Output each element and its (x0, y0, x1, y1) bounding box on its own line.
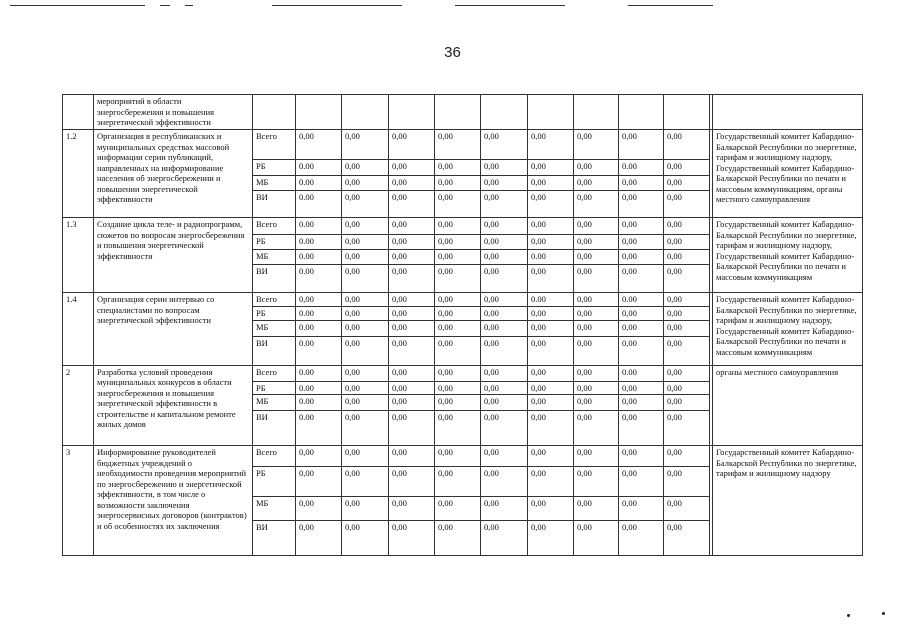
value-cell: 0,00 (389, 235, 435, 250)
value-cell: 0.00 (296, 235, 342, 250)
value-cell: 0,00 (528, 176, 574, 191)
value-cell: 0,00 (296, 467, 342, 497)
value-cell: 0,00 (389, 467, 435, 497)
value-cell: 0,00 (342, 235, 389, 250)
source-label: ВИ (253, 521, 296, 556)
value-cell: 0.00 (296, 411, 342, 446)
value-cell: 0,00 (664, 306, 710, 320)
source-label: Всего (253, 218, 296, 235)
value-cell: 0,00 (389, 411, 435, 446)
value-cell: 0,00 (619, 395, 664, 411)
value-cell: 0,00 (528, 381, 574, 395)
value-cell: 0,00 (296, 521, 342, 556)
value-cell: 0,00 (296, 293, 342, 307)
value-cell: 0,00 (389, 381, 435, 395)
continuation-row (63, 95, 863, 130)
row-number-cell (63, 95, 94, 130)
source-label: ВИ (253, 191, 296, 218)
value-cell: 0,00 (435, 160, 481, 176)
value-cell: 0,00 (528, 446, 574, 467)
value-cell: 0,00 (528, 160, 574, 176)
empty-cell (296, 95, 342, 130)
value-cell: 0,00 (342, 160, 389, 176)
value-cell: 0,00 (619, 521, 664, 556)
value-cell: 0,00 (481, 381, 528, 395)
value-cell: 0,00 (528, 265, 574, 293)
responsible-note: Государственный комитет Кабардино-Балкарской Республики по энергетике, тарифам и жилищному надзору, Государственный комитет Кабардино-Балкарской Республики по печати и массовым коммуникациям (713, 293, 863, 366)
value-cell: 0,00 (619, 446, 664, 467)
value-cell: 0,00 (619, 235, 664, 250)
source-label: Всего (253, 130, 296, 160)
value-cell: 0,00 (664, 160, 710, 176)
value-cell: 0,00 (574, 381, 619, 395)
value-cell: 0,00 (528, 365, 574, 381)
row-number: 3 (63, 446, 94, 556)
value-cell: 0,00 (389, 320, 435, 336)
value-cell: 0,00 (574, 293, 619, 307)
value-cell: 0,00 (389, 497, 435, 521)
scan-edge-line (272, 5, 402, 6)
value-cell: 0.00 (296, 160, 342, 176)
value-cell: 0,00 (574, 176, 619, 191)
value-cell: 0,00 (389, 293, 435, 307)
value-cell: 0,00 (528, 497, 574, 521)
value-cell: 0,00 (619, 320, 664, 336)
value-cell: 0,00 (664, 176, 710, 191)
source-label: ВИ (253, 336, 296, 365)
value-cell: 0,00 (389, 218, 435, 235)
value-cell: 0,00 (664, 235, 710, 250)
value-cell: 0,00 (619, 381, 664, 395)
value-cell: 0,00 (389, 265, 435, 293)
empty-cell (435, 95, 481, 130)
activity-name: Разработка условий проведения муниципальных конкурсов в области энергосбережения и повышения энергетической эффективности в строительстве и капитальном ремонте жилых домов (94, 365, 253, 446)
value-cell: 0,00 (619, 265, 664, 293)
value-cell: 0,00 (389, 365, 435, 381)
value-cell: 0,00 (664, 446, 710, 467)
value-cell: 0,00 (389, 336, 435, 365)
value-cell: 0,00 (435, 467, 481, 497)
value-cell: 0,00 (342, 521, 389, 556)
value-cell: 0,00 (481, 191, 528, 218)
value-cell: 0,00 (619, 250, 664, 265)
value-cell: 0.00 (296, 336, 342, 365)
value-cell: 0,00 (435, 497, 481, 521)
value-cell: 0,00 (481, 250, 528, 265)
value-cell: 0,00 (574, 336, 619, 365)
value-cell: 0,00 (296, 446, 342, 467)
value-cell: 0,00 (574, 265, 619, 293)
value-cell: 0,00 (574, 411, 619, 446)
value-cell: 0,00 (342, 336, 389, 365)
value-cell: 0,00 (664, 265, 710, 293)
value-cell: 0,00 (574, 320, 619, 336)
value-cell: 0.00 (619, 293, 664, 307)
value-cell: 0,00 (481, 497, 528, 521)
value-cell: 0,00 (664, 365, 710, 381)
value-cell: 0,00 (619, 497, 664, 521)
value-cell: 0,00 (389, 306, 435, 320)
value-cell: 0.00 (296, 250, 342, 265)
source-label: МБ (253, 176, 296, 191)
value-cell: 0,00 (481, 235, 528, 250)
value-cell: 0,00 (342, 446, 389, 467)
value-cell: 0,00 (435, 306, 481, 320)
table-row (63, 446, 863, 467)
activity-name: Создание цикла теле- и радиопрограмм, сюжетов по вопросам энергосбережения и повышения энергетической эффективности (94, 218, 253, 293)
source-label: Всего (253, 293, 296, 307)
value-cell: 0.00 (528, 250, 574, 265)
value-cell: 0,00 (435, 265, 481, 293)
value-cell: 0,00 (619, 467, 664, 497)
value-cell: 0,00 (389, 130, 435, 160)
value-cell: 0.00 (296, 306, 342, 320)
value-cell: 0.00 (296, 265, 342, 293)
value-cell: 0,00 (435, 235, 481, 250)
responsible-note: органы местного самоуправления (713, 365, 863, 446)
source-label: МБ (253, 395, 296, 411)
value-cell: 0,00 (619, 411, 664, 446)
scan-edge-line (455, 5, 565, 6)
value-cell: 0,00 (389, 160, 435, 176)
value-cell: 0,00 (342, 191, 389, 218)
value-cell: 0,00 (528, 521, 574, 556)
value-cell: 0.00 (296, 218, 342, 235)
value-cell: 0,00 (664, 336, 710, 365)
source-label: МБ (253, 497, 296, 521)
value-cell: 0.00 (296, 191, 342, 218)
value-cell: 0,00 (435, 336, 481, 365)
value-cell: 0.00 (619, 365, 664, 381)
value-cell: 0,00 (619, 306, 664, 320)
value-cell: 0,00 (528, 467, 574, 497)
value-cell: 0,00 (435, 395, 481, 411)
scan-edge-line (160, 5, 170, 6)
value-cell: 0,00 (664, 130, 710, 160)
value-cell: 0.00 (296, 320, 342, 336)
value-cell: 0,00 (481, 411, 528, 446)
value-cell: 0.00 (528, 293, 574, 307)
empty-cell (342, 95, 389, 130)
page-number: 36 (444, 44, 461, 61)
row-number: 2 (63, 365, 94, 446)
value-cell: 0,00 (619, 191, 664, 218)
value-cell: 0,00 (296, 497, 342, 521)
value-cell: 0,00 (528, 411, 574, 446)
value-cell: 0,00 (481, 293, 528, 307)
value-cell: 0,00 (481, 306, 528, 320)
value-cell: 0,00 (342, 130, 389, 160)
value-cell: 0,00 (619, 176, 664, 191)
value-cell: 0,00 (481, 395, 528, 411)
value-cell: 0,00 (342, 381, 389, 395)
value-cell: 0,00 (435, 446, 481, 467)
value-cell: 0,00 (664, 411, 710, 446)
value-cell: 0,00 (296, 130, 342, 160)
value-cell: 0,00 (389, 395, 435, 411)
empty-cell (528, 95, 574, 130)
value-cell: 0,00 (435, 320, 481, 336)
value-cell: 0,00 (574, 235, 619, 250)
value-cell: 0,00 (435, 381, 481, 395)
row-number: 1.3 (63, 218, 94, 293)
table-row (63, 293, 863, 307)
table-row (63, 365, 863, 381)
value-cell: 0,00 (435, 411, 481, 446)
source-label: РБ (253, 235, 296, 250)
row-number: 1.2 (63, 130, 94, 218)
table-row (63, 130, 863, 160)
scan-edge-line (185, 5, 193, 6)
source-label: ВИ (253, 265, 296, 293)
value-cell: 0,00 (342, 176, 389, 191)
responsible-note: Государственный комитет Кабардино-Балкарской Республики по энергетике, тарифам и жилищному надзору, Государственный комитет Кабардино-Балкарской Республики по печати и массовым коммуникациям (713, 218, 863, 293)
responsible-note: Государственный комитет Кабардино-Балкарской Республики по энергетике, тарифам и жилищному надзору (713, 446, 863, 556)
empty-cell (619, 95, 664, 130)
value-cell: 0.00 (619, 160, 664, 176)
value-cell: 0,00 (574, 446, 619, 467)
value-cell: 0,00 (528, 235, 574, 250)
value-cell: 0,00 (664, 218, 710, 235)
value-cell: 0,00 (435, 250, 481, 265)
value-cell: 0,00 (528, 395, 574, 411)
value-cell: 0,00 (342, 306, 389, 320)
value-cell: 0,00 (574, 467, 619, 497)
source-label: МБ (253, 250, 296, 265)
value-cell: 0,00 (574, 306, 619, 320)
activity-name: Организация в республиканских и муниципальных средствах массовой информации серии публикаций, направленных на информирование населения об энергосбережении и повышении энергетической эффективности (94, 130, 253, 218)
empty-cell (253, 95, 296, 130)
value-cell: 0,00 (481, 130, 528, 160)
activity-name: мероприятий в области энергосбережения и повышения энергетической эффективности (94, 95, 253, 130)
value-cell: 0,00 (389, 446, 435, 467)
value-cell: 0,00 (342, 250, 389, 265)
value-cell: 0,00 (528, 130, 574, 160)
row-number: 1.4 (63, 293, 94, 366)
source-label: РБ (253, 306, 296, 320)
empty-cell (389, 95, 435, 130)
value-cell: 0,00 (481, 446, 528, 467)
value-cell: 0,00 (481, 160, 528, 176)
value-cell: 0,00 (574, 160, 619, 176)
value-cell: 0,00 (664, 395, 710, 411)
value-cell: 0,00 (574, 250, 619, 265)
source-label: МБ (253, 320, 296, 336)
activity-name: Организация серии интервью со специалистами по вопросам энергетической эффективности (94, 293, 253, 366)
value-cell: 0,00 (389, 191, 435, 218)
source-label: РБ (253, 467, 296, 497)
scan-speck (847, 614, 850, 617)
value-cell: 0,00 (574, 521, 619, 556)
value-cell: 0,00 (435, 365, 481, 381)
value-cell: 0,00 (435, 176, 481, 191)
value-cell: 0,00 (664, 381, 710, 395)
value-cell: 0,00 (619, 130, 664, 160)
value-cell: 0,00 (664, 191, 710, 218)
value-cell: 0,00 (664, 320, 710, 336)
value-cell: 0,00 (664, 467, 710, 497)
value-cell: 0,00 (435, 521, 481, 556)
value-cell: 0,00 (528, 306, 574, 320)
value-cell: 0,00 (574, 365, 619, 381)
value-cell: 0,00 (528, 191, 574, 218)
value-cell: 0,00 (481, 320, 528, 336)
value-cell: 0,00 (342, 293, 389, 307)
empty-cell (481, 95, 528, 130)
empty-cell (664, 95, 710, 130)
value-cell: 0,00 (574, 395, 619, 411)
value-cell: 0,00 (481, 218, 528, 235)
value-cell: 0,00 (435, 218, 481, 235)
value-cell: 0,00 (342, 320, 389, 336)
value-cell: 0.00 (296, 365, 342, 381)
value-cell: 0,00 (574, 497, 619, 521)
value-cell: 0,00 (664, 521, 710, 556)
value-cell: 0,00 (342, 218, 389, 235)
value-cell: 0,00 (342, 395, 389, 411)
value-cell: 0,00 (342, 497, 389, 521)
value-cell: 0,00 (619, 218, 664, 235)
value-cell: 0,00 (481, 176, 528, 191)
value-cell: 0,00 (389, 250, 435, 265)
source-label: Всего (253, 446, 296, 467)
empty-cell (574, 95, 619, 130)
value-cell: 0,00 (574, 218, 619, 235)
value-cell: 0,00 (664, 250, 710, 265)
value-cell: 0,00 (342, 365, 389, 381)
source-label: ВИ (253, 411, 296, 446)
value-cell: 0,00 (481, 336, 528, 365)
value-cell: 0.00 (296, 176, 342, 191)
empty-cell (713, 95, 863, 130)
source-label: Всего (253, 365, 296, 381)
scan-edge-line (628, 5, 713, 6)
source-label: РБ (253, 381, 296, 395)
value-cell: 0,00 (664, 497, 710, 521)
value-cell: 0,00 (528, 336, 574, 365)
value-cell: 0,00 (528, 320, 574, 336)
value-cell: 0,00 (342, 467, 389, 497)
value-cell: 0,00 (342, 265, 389, 293)
value-cell: 0,00 (481, 365, 528, 381)
responsible-note: Государственный комитет Кабардино-Балкарской Республики по энергетике, тарифам и жилищному надзору, Государственный комитет Кабардино-Балкарской Республики по печати и массовым коммуникациям, органы местного самоуправления (713, 130, 863, 218)
value-cell: 0.00 (296, 381, 342, 395)
value-cell: 0,00 (664, 293, 710, 307)
program-table (62, 94, 863, 556)
activity-name: Информирование руководителей бюджетных учреждений о необходимости проведения мероприятий по энергосбережению и энергетической эффективности, в том числе о возможности заключения энергосервисных договоров (контрактов) и об особенностях их заключения (94, 446, 253, 556)
value-cell: 0,00 (435, 130, 481, 160)
value-cell: 0,00 (342, 411, 389, 446)
value-cell: 0,00 (528, 218, 574, 235)
value-cell: 0,00 (481, 467, 528, 497)
value-cell: 0,00 (389, 521, 435, 556)
value-cell: 0.00 (296, 395, 342, 411)
source-label: РБ (253, 160, 296, 176)
value-cell: 0,00 (481, 521, 528, 556)
value-cell: 0,00 (435, 191, 481, 218)
table-row (63, 218, 863, 235)
value-cell: 0,00 (435, 293, 481, 307)
value-cell: 0,00 (389, 176, 435, 191)
value-cell: 0,00 (574, 191, 619, 218)
value-cell: 0,00 (481, 265, 528, 293)
scan-edge-line (10, 5, 145, 6)
value-cell: 0,00 (574, 130, 619, 160)
scan-speck (882, 612, 885, 615)
value-cell: 0,00 (619, 336, 664, 365)
